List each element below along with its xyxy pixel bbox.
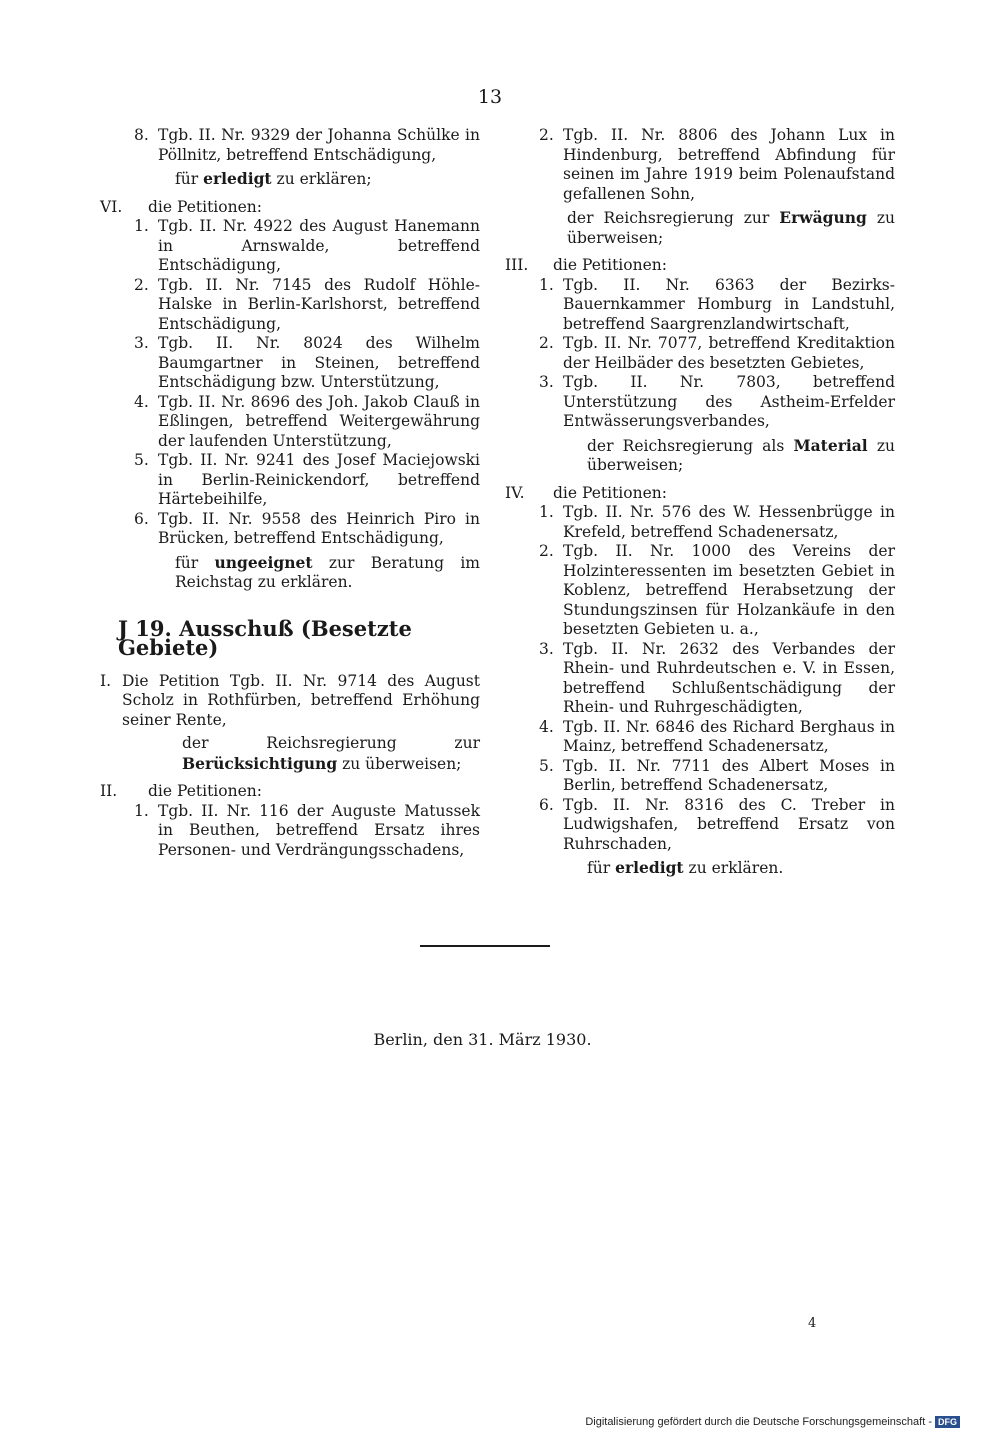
petition-entry [100,334,480,393]
entry-text: Die Petition Tgb. II. Nr. 9714 des August Scholz in Rothfürben, betreffend Erhöhung seiner Rente, [122,671,480,729]
disposition [100,553,480,593]
petition-entry [100,802,480,861]
disposition-keyword: Material [793,435,868,455]
section-heading [505,484,895,504]
petition-entry [100,451,480,510]
entry-text: Tgb. II. Nr. 8024 des Wilhelm Baumgartner in Steinen, betreffend Entschädigung bzw. Unterstützung, [158,334,480,391]
entry-text: Tgb. II. Nr. 576 des W. Hessenbrügge in Krefeld, betreffend Schadenersatz, [563,503,895,541]
petition-entry [505,542,895,640]
petition-entry [100,276,480,335]
disposition-text: zu erklären; [276,170,372,188]
disposition [505,858,895,879]
disposition-text: zu erklären. [688,859,784,877]
section-heading [505,256,895,276]
entry-number: 1. [134,217,149,235]
petition-entry [505,126,895,204]
petition-entry [100,217,480,276]
disposition [505,436,895,476]
page-number: 13 [477,86,503,108]
section-label: die Petitionen: [553,483,667,502]
disposition [100,734,480,774]
petition-entry [505,276,895,335]
entry-number: 4. [539,717,554,736]
disposition-text: für [587,859,611,877]
disposition-text: zu überweisen; [587,436,895,474]
entry-number: 6. [539,795,554,814]
entry-number: 1. [134,801,149,820]
entry-number: 4. [134,392,149,411]
petition-entry [505,796,895,855]
entry-text: Tgb. II. Nr. 4922 des August Hanemann in Arnswalde, betreffend Entschädigung, [158,217,480,274]
entry-text: Tgb. II. Nr. 9329 der Johanna Schülke in Pöllnitz, betreffend Entschädigung, [158,126,480,164]
disposition [100,169,480,190]
petition-entry [100,126,480,165]
entry-number: I. [100,671,112,690]
petition-entry [505,503,895,542]
section-heading [100,782,480,802]
petition-entry [100,510,480,549]
section-heading [100,198,480,218]
disposition [505,208,895,248]
petition-entry [505,640,895,718]
disposition-keyword: erledigt [203,169,272,188]
disposition-text: der Reichsregierung als [587,436,785,455]
entry-text: Tgb. II. Nr. 6846 des Richard Berghaus in Mainz, betreffend Schadenersatz, [563,717,895,755]
petition-entry [100,393,480,452]
entry-text: Tgb. II. Nr. 7145 des Rudolf Höhle-Halske in Berlin-Karlshorst, betreffend Entschädigung, [158,275,480,333]
section-roman: II. [100,782,118,800]
right-column [505,126,895,887]
entry-text: Tgb. II. Nr. 6363 der Bezirks-Bauernkammer Homburg in Landstuhl, betreffend Saargrenzlandwirtschaft, [563,275,895,333]
entry-text: Tgb. II. Nr. 116 der Auguste Matussek in Beuthen, betreffend Ersatz ihres Personen- und Verdrängungsschadens, [158,801,480,859]
entry-number: 2. [539,542,554,560]
entry-text: Tgb. II. Nr. 7803, betreffend Unterstützung des Astheim-Erfelder Entwässerungsverbandes, [563,373,895,430]
disposition-text: der Reichsregierung zur [182,734,480,752]
entry-text: Tgb. II. Nr. 7077, betreffend Kreditaktion der Heilbäder des besetzten Gebietes, [563,334,895,372]
disposition-text: für [175,553,199,572]
petition-entry [100,672,480,731]
entry-text: Tgb. II. Nr. 8696 des Joh. Jakob Clauß in Eßlingen, betreffend Weitergewährung der laufenden Unterstützung, [158,392,480,450]
left-column [100,126,480,860]
disposition-keyword: ungeeignet [214,552,313,572]
dfg-logo: DFG [935,1416,960,1428]
entry-number: 6. [134,509,149,528]
disposition-text: der Reichsregierung zur [567,209,770,227]
disposition-keyword: Erwägung [779,208,867,227]
section-roman: IV. [505,483,525,502]
footer-text: Digitalisierung gefördert durch die Deutsche Forschungsgemeinschaft - [585,1416,932,1428]
disposition-text: zu überweisen; [342,754,462,773]
disposition-keyword: erledigt [615,858,684,877]
entry-text: Tgb. II. Nr. 2632 des Verbandes der Rhein- und Ruhrdeutschen e. V. in Essen, betreffend Schlußentschädigung der Rhein- und Ruhrgeschädigten, [563,639,895,716]
entry-number: 2. [134,275,149,294]
disposition-text: zur Beratung im Reichstag zu erklären. [175,553,480,591]
entry-number: 5. [134,451,149,469]
entry-text: Tgb. II. Nr. 7711 des Albert Moses in Berlin, betreffend Schadenersatz, [563,756,895,794]
petition-entry [505,718,895,757]
section-label: die Petitionen: [148,197,262,216]
entry-number: 2. [539,126,554,144]
petition-entry [505,757,895,796]
committee-heading: J 19. Ausschuß (Besetzte Gebiete) [118,615,412,660]
entry-text: Tgb. II. Nr. 9558 des Heinrich Piro in Brücken, betreffend Entschädigung, [158,509,480,547]
entry-text: Tgb. II. Nr. 8806 des Johann Lux in Hindenburg, betreffend Abfindung für seinen im Jahre 1919 beim Polenaufstand gefallenen Sohn, [563,126,895,203]
folio-number: 4 [808,1316,817,1331]
entry-text: Tgb. II. Nr. 8316 des C. Treber in Ludwigshafen, betreffend Ersatz von Ruhrschaden, [563,795,895,853]
entry-number: 3. [539,373,554,391]
entry-number: 8. [134,126,149,144]
section-label: die Petitionen: [553,256,667,274]
section-roman: VI. [100,197,123,216]
entry-number: 2. [539,334,554,352]
entry-number: 3. [134,334,149,352]
petition-entry [505,334,895,373]
section-label: die Petitionen: [148,782,262,800]
disposition-text: für [175,170,199,188]
petition-entry [505,373,895,432]
entry-number: 1. [539,275,554,294]
entry-number: 5. [539,756,554,775]
section-divider [420,945,550,947]
entry-text: Tgb. II. Nr. 1000 des Vereins der Holzinteressenten im besetzten Gebiet in Koblenz, betreffend Herabsetzung der Stundungszinsen für Holzankäufe in den besetzten Gebieten u. a., [563,542,895,638]
section-roman: III. [505,256,529,274]
disposition-keyword: Berücksichtigung [182,753,338,773]
place-date: Berlin, den 31. März 1930. [373,1030,592,1049]
entry-number: 3. [539,639,554,658]
entry-number: 1. [539,503,554,521]
entry-text: Tgb. II. Nr. 9241 des Josef Maciejowski in Berlin-Reinickendorf, betreffend Härtebeihilfe, [158,451,480,508]
footer [585,1416,960,1428]
disposition-text: zu überweisen; [567,209,895,247]
